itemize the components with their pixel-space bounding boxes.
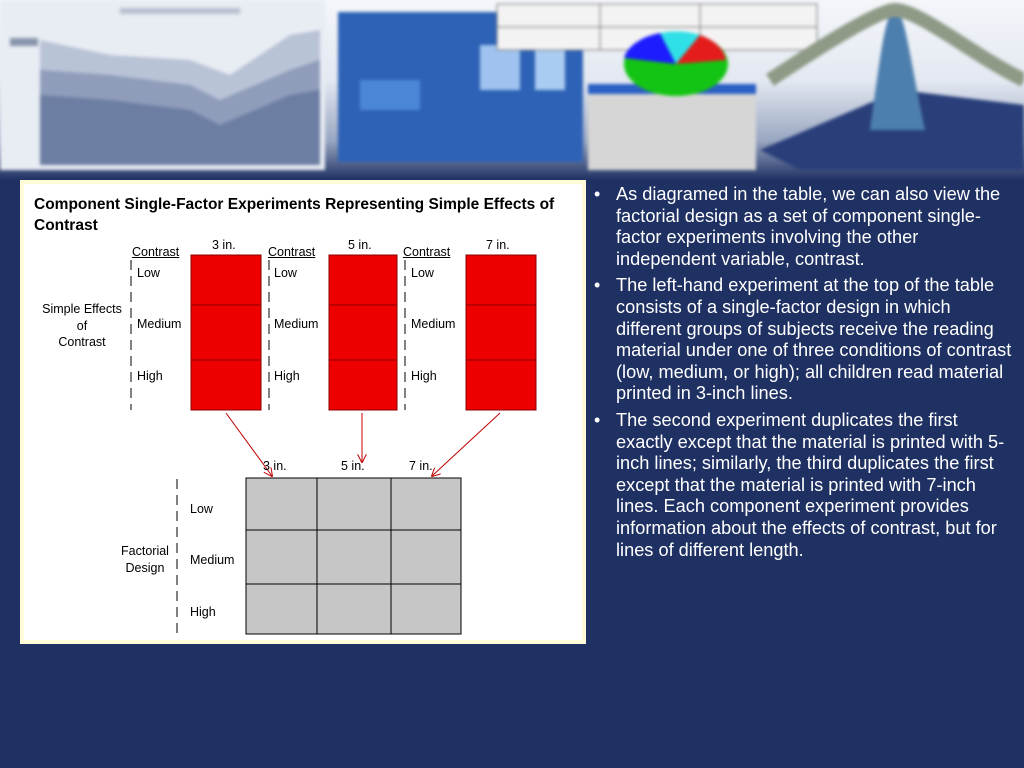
factorial-col-5in: 5 in. <box>341 459 365 473</box>
bullet-item <box>592 275 1012 405</box>
exp3-level-high: High <box>411 369 437 383</box>
factorial-row-low: Low <box>190 502 213 516</box>
exp1-level-high: High <box>137 369 163 383</box>
factorial-design-line: Design <box>125 560 165 575</box>
exp2-cell-medium <box>329 305 397 360</box>
simple-effects-line: of <box>76 318 88 333</box>
exp3-cell-low <box>466 255 536 305</box>
exp2-level-medium: Medium <box>274 317 319 331</box>
exp2-header: Contrast <box>268 245 316 259</box>
exp3-length: 7 in. <box>486 238 510 252</box>
exp1-header: Contrast <box>132 245 180 259</box>
header-banner <box>0 0 1024 180</box>
factorial-cell <box>246 530 317 584</box>
exp2-length: 5 in. <box>348 238 372 252</box>
bullet-list <box>592 184 1012 566</box>
simple-effects-label <box>32 301 132 351</box>
factorial-cell <box>317 584 391 634</box>
exp1-level-low: Low <box>137 266 160 280</box>
exp3-level-medium: Medium <box>411 317 456 331</box>
exp3-header: Contrast <box>403 245 451 259</box>
bullet-text: The second experiment duplicates the first exactly except that the material is printed with 5-inch lines; similarly, the third duplicates the first except that the material is printed with 7-inch lines. Each component experiment provides information about the effects of contrast, but for lines of different length. <box>616 409 1005 560</box>
factorial-cell <box>317 478 391 530</box>
banner-collage-image <box>0 0 1024 180</box>
factorial-design-line: Factorial <box>121 544 169 558</box>
exp1-cell-low <box>191 255 261 305</box>
bullet-dot-icon: • <box>594 275 601 296</box>
factorial-row-medium: Medium <box>190 553 235 567</box>
exp3-cell-medium <box>466 305 536 360</box>
figure-panel <box>20 180 586 644</box>
factorial-cell <box>391 478 461 530</box>
factorial-col-3in: 3 in. <box>263 459 287 473</box>
bullet-dot-icon: • <box>594 184 601 204</box>
simple-effects-line: Simple Effects <box>42 302 122 316</box>
arrow-exp3-to-factorial <box>432 413 500 476</box>
factorial-cell <box>246 584 317 634</box>
bullet-item <box>592 410 1012 561</box>
figure-canvas <box>24 184 582 640</box>
exp1-cell-medium <box>191 305 261 360</box>
factorial-cell <box>391 530 461 584</box>
exp3-cell-high <box>466 360 536 410</box>
exp1-cell-high <box>191 360 261 410</box>
bullet-dot-icon: • <box>594 409 601 430</box>
factorial-col-7in: 7 in. <box>409 459 433 473</box>
bullet-text: As diagramed in the table, we can also view the factorial design as a set of component single-factor experiments involving the other independent variable, contrast. <box>616 184 1001 269</box>
exp2-cell-high <box>329 360 397 410</box>
simple-effects-line: Contrast <box>58 335 106 349</box>
exp2-cell-low <box>329 255 397 305</box>
exp2-level-high: High <box>274 369 300 383</box>
exp1-level-medium: Medium <box>137 317 182 331</box>
factorial-cell <box>246 478 317 530</box>
exp2-level-low: Low <box>274 266 297 280</box>
exp1-length: 3 in. <box>212 238 236 252</box>
factorial-grid <box>246 478 461 634</box>
factorial-cell <box>317 530 391 584</box>
bullet-text: The left-hand experiment at the top of the table consists of a single-factor design in which different groups of subjects receive the reading material under one of three conditions of contrast (low, medium, or high); all children read material printed in 3-inch lines. <box>616 275 1012 404</box>
factorial-design-label <box>110 543 180 576</box>
factorial-cell <box>391 584 461 634</box>
factorial-row-high: High <box>190 605 216 619</box>
exp3-level-low: Low <box>411 266 434 280</box>
figure-title: Component Single-Factor Experiments Representing Simple Effects of Contrast <box>34 196 555 234</box>
bullet-item <box>592 184 1012 270</box>
